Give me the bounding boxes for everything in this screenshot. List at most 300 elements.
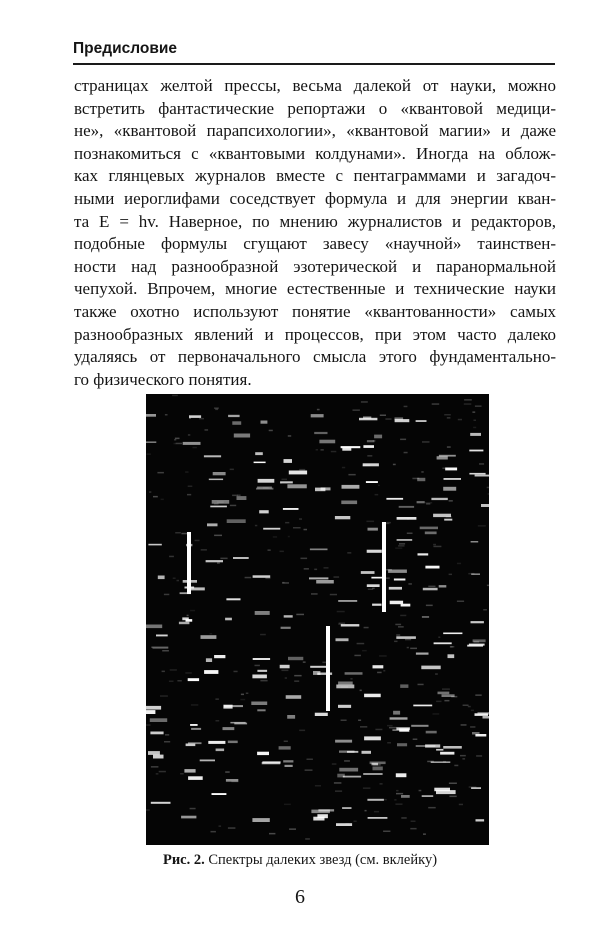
speckle — [230, 469, 234, 471]
speckle — [232, 495, 238, 497]
speckle — [400, 615, 406, 617]
speckle — [299, 518, 302, 520]
speckle — [334, 782, 342, 784]
spectral-dash — [316, 580, 334, 584]
spectral-dash — [212, 500, 230, 504]
spectral-dash — [289, 471, 307, 475]
speckle — [404, 452, 408, 454]
spectral-dash — [397, 743, 407, 746]
speckle — [304, 568, 309, 570]
spectral-dash — [209, 479, 223, 481]
spectra-figure — [146, 394, 489, 845]
speckle — [454, 765, 458, 767]
speckle — [228, 827, 236, 829]
speckle — [404, 406, 408, 408]
speckle — [400, 439, 406, 441]
spectral-dash — [156, 635, 168, 637]
speckle — [488, 493, 489, 495]
spectral-dash — [216, 749, 225, 752]
spectral-dash — [253, 658, 270, 660]
speckle — [330, 594, 337, 596]
spectral-dash — [153, 647, 169, 649]
spectral-dash — [188, 776, 203, 780]
spectral-dash — [345, 672, 363, 675]
speckle — [281, 670, 288, 672]
spectral-dash — [207, 523, 218, 526]
spectral-dash — [228, 415, 240, 417]
spectral-dash — [342, 485, 360, 489]
speckle — [157, 472, 164, 474]
speckle — [185, 672, 192, 674]
spectral-dash — [341, 501, 357, 505]
spectral-dash — [436, 749, 443, 751]
speckle — [317, 409, 320, 411]
speckle — [460, 755, 466, 757]
spectral-dash — [257, 487, 272, 489]
speckle — [299, 730, 305, 732]
speckle — [362, 650, 367, 652]
speckle — [476, 755, 482, 757]
spectral-dash — [481, 504, 489, 507]
spectral-dash — [472, 732, 480, 735]
spectral-dash — [146, 625, 162, 629]
speckle — [380, 783, 383, 785]
speckle — [450, 646, 453, 648]
speckle — [396, 634, 400, 636]
spectral-dash — [388, 570, 407, 573]
speckle — [398, 545, 404, 547]
spectral-dash — [422, 616, 429, 618]
spectral-dash — [366, 481, 378, 483]
speckle — [146, 724, 150, 726]
speckle — [407, 533, 413, 535]
speckle — [162, 650, 169, 652]
spectral-dash — [255, 611, 270, 615]
speckle — [479, 463, 484, 465]
speckle — [289, 828, 296, 830]
spectral-dash — [146, 706, 161, 710]
spectral-dash — [206, 658, 212, 662]
speckle — [199, 418, 204, 420]
spectral-dash — [445, 468, 457, 471]
speckle — [364, 627, 369, 629]
spectral-dash — [438, 692, 450, 695]
spectral-dash — [439, 585, 447, 587]
speckle — [180, 773, 184, 775]
speckle — [293, 527, 301, 529]
speckle — [187, 615, 189, 617]
speckle — [153, 496, 158, 498]
speckle — [447, 446, 451, 448]
speckle — [384, 799, 387, 801]
spectral-dash — [337, 774, 345, 778]
speckle — [284, 741, 288, 743]
speckle — [303, 661, 306, 663]
speckle — [177, 680, 181, 682]
speckle — [394, 641, 397, 643]
speckle — [350, 678, 352, 680]
spectral-dash — [469, 450, 483, 452]
spectral-dash — [367, 550, 382, 553]
text-line: ности над разнообразной эзотерической и паранормальной — [74, 256, 556, 276]
spectral-dash — [212, 793, 227, 795]
speckle — [387, 742, 391, 744]
speckle — [419, 790, 422, 792]
speckle — [211, 831, 216, 833]
spectral-dash — [373, 767, 383, 771]
speckle — [363, 787, 371, 789]
speckle — [459, 804, 463, 806]
spectral-dash — [204, 670, 218, 674]
speckle — [353, 409, 360, 411]
speckle — [421, 471, 423, 473]
text-line: разнообразных явлений и процессов, при этом часто далеко — [74, 324, 556, 344]
spectral-dash — [319, 440, 335, 444]
speckle — [173, 578, 176, 580]
speckle — [377, 672, 382, 674]
speckle — [234, 671, 238, 673]
speckle — [225, 771, 230, 773]
speckle — [472, 411, 475, 413]
speckle — [169, 681, 174, 683]
spectral-dash — [257, 709, 265, 711]
speckle — [380, 415, 386, 417]
spectral-dash — [204, 455, 221, 457]
spectral-dash — [234, 723, 247, 725]
spectral-dash — [364, 694, 381, 698]
speckle — [190, 610, 195, 612]
spectral-dash — [401, 604, 411, 607]
speckle — [366, 521, 374, 523]
speckle — [210, 633, 213, 635]
spectral-dash — [341, 624, 360, 626]
speckle — [175, 438, 180, 440]
speckle — [165, 734, 169, 736]
spectral-dash — [255, 452, 263, 455]
speckle — [410, 828, 416, 830]
spectral-dash — [471, 621, 484, 623]
spectral-dash — [254, 462, 266, 464]
spectral-dash — [471, 573, 480, 575]
speckle — [449, 796, 456, 798]
speckle — [285, 677, 287, 679]
spectral-dash — [259, 510, 269, 513]
speckle — [418, 684, 424, 686]
speckle — [216, 720, 220, 722]
spectral-dash — [363, 417, 371, 419]
spectral-dash — [418, 553, 429, 555]
speckle — [165, 414, 168, 416]
spectral-dash — [153, 755, 164, 759]
spectral-dash — [386, 498, 403, 500]
spectral-dash — [281, 627, 291, 629]
spectral-dash — [469, 644, 485, 646]
speckle — [425, 502, 432, 504]
speckle — [354, 821, 357, 823]
speckle — [201, 549, 207, 551]
speckle — [255, 665, 260, 667]
text-line: познакомиться с «квантовыми колдунами». Иногда на облож- — [74, 143, 556, 163]
spectral-dash — [261, 421, 268, 424]
spectral-dash — [279, 746, 291, 749]
speckle — [447, 417, 451, 419]
spectral-dash — [190, 724, 198, 726]
spectral-dash — [150, 718, 167, 722]
spectral-dash — [313, 817, 324, 821]
spectral-dash — [338, 600, 357, 602]
speckle — [394, 799, 396, 801]
speckle — [474, 420, 477, 422]
speckle — [311, 593, 318, 595]
spectral-dash — [286, 695, 302, 699]
spectral-dash — [372, 604, 381, 606]
speckle — [367, 455, 372, 457]
speckle — [386, 522, 391, 524]
speckle — [379, 655, 387, 657]
spectral-dash — [390, 717, 408, 719]
speckle — [280, 551, 284, 553]
spectral-dash — [191, 728, 201, 730]
speckle — [215, 409, 218, 411]
speckle — [305, 769, 313, 771]
spectral-dash — [253, 575, 271, 578]
speckle — [433, 544, 436, 546]
spectral-dash — [186, 619, 193, 622]
spectral-dash — [210, 506, 227, 508]
spectral-dash — [443, 633, 462, 635]
speckle — [354, 655, 361, 657]
speckle — [147, 453, 151, 455]
speckle — [457, 563, 461, 565]
speckle — [269, 430, 273, 432]
speckle — [296, 614, 304, 616]
spectral-dash — [394, 579, 406, 581]
speckle — [307, 759, 313, 761]
spectral-dash — [425, 532, 437, 535]
speckle — [273, 536, 277, 538]
speckle — [176, 443, 182, 445]
spectral-dash — [158, 576, 165, 580]
spectral-dash — [335, 516, 350, 519]
speckle — [433, 713, 440, 715]
speckle — [269, 833, 275, 835]
spectral-dash — [416, 420, 427, 422]
speckle — [149, 491, 151, 493]
page-number: 6 — [295, 886, 305, 908]
speckle — [159, 771, 166, 773]
speckle — [442, 688, 450, 690]
speckle — [411, 821, 416, 823]
spectral-dash — [425, 566, 439, 569]
spectral-dash — [470, 433, 481, 436]
speckle — [383, 831, 390, 833]
speckle — [304, 529, 308, 531]
speckle — [240, 699, 245, 701]
speckle — [344, 760, 350, 762]
speckle — [422, 441, 430, 443]
text-line: также охотно используют понятие «квантованности» самых — [74, 301, 556, 321]
spectral-dash — [186, 744, 196, 747]
speckle — [174, 439, 176, 441]
speckle — [187, 494, 191, 496]
speckle — [337, 611, 345, 613]
spectral-dash — [342, 807, 351, 809]
speckle — [375, 729, 382, 731]
spectral-dash — [151, 802, 171, 804]
spectral-dash — [370, 762, 386, 765]
speckle — [341, 720, 347, 722]
spectral-dash — [437, 456, 448, 459]
spectral-dash — [368, 817, 388, 819]
speckle — [483, 609, 487, 611]
figure-label: Рис. 2. — [162, 852, 205, 868]
speckle — [475, 694, 481, 696]
speckle — [156, 773, 159, 775]
spectral-dash — [224, 705, 243, 707]
spectral-dash — [367, 584, 380, 587]
speckle — [395, 803, 402, 805]
speckle — [378, 485, 380, 487]
spectral-dash — [258, 479, 275, 483]
speckle — [241, 694, 244, 696]
speckle — [395, 624, 401, 626]
speckle — [185, 471, 188, 473]
spectral-dash — [443, 487, 456, 491]
speckle — [284, 804, 291, 806]
spectral-dash — [336, 638, 349, 641]
speckle — [475, 405, 482, 407]
speckle — [321, 449, 324, 451]
running-header: Предисловие — [73, 40, 178, 57]
speckle — [151, 766, 159, 768]
speckle — [464, 403, 472, 405]
header-rule — [73, 63, 555, 65]
spectral-dash — [146, 414, 156, 417]
speckle — [288, 536, 290, 538]
spectral-dash — [183, 442, 201, 445]
speckle — [334, 576, 340, 578]
text-line: ными иероглифами соседствует формула и для энергии кван- — [74, 188, 556, 208]
speckle — [305, 838, 310, 840]
speckle — [374, 811, 379, 813]
speckle — [393, 464, 396, 466]
spectral-dash — [311, 414, 324, 417]
spectral-dash — [367, 799, 384, 801]
spectral-dash — [339, 768, 358, 772]
spectral-dash — [284, 459, 293, 463]
spectral-dash — [237, 496, 247, 500]
speckle — [177, 580, 180, 582]
spectral-dash — [201, 635, 217, 639]
text-line: чепухой. Впрочем, многие естественные и технические науки — [74, 279, 556, 299]
spectral-dash — [422, 795, 434, 797]
speckle — [170, 669, 177, 671]
figure-caption-text: Спектры далеких звезд (см. вклейку) — [208, 852, 438, 868]
speckle — [188, 434, 190, 436]
speckle — [195, 540, 200, 542]
spectral-dash — [234, 434, 250, 438]
spectral-dash — [413, 705, 432, 707]
speckle — [398, 626, 404, 628]
spectral-dash — [363, 445, 374, 448]
spectral-dash — [343, 776, 361, 778]
spectral-dash — [226, 779, 238, 782]
text-line: встретить фантастические репортажи о «квантовой медици- — [74, 98, 556, 118]
speckle — [282, 479, 288, 481]
spectral-dash — [214, 655, 225, 658]
speckle — [435, 673, 438, 675]
spectral-dash — [228, 741, 238, 744]
spectral-dash — [252, 675, 267, 679]
speckle — [444, 414, 451, 416]
speckle — [401, 817, 406, 819]
spectral-dash — [227, 519, 246, 523]
speckle — [190, 808, 196, 810]
spectral-dash — [389, 587, 402, 590]
speckle — [463, 705, 469, 707]
spectral-dash — [341, 446, 361, 448]
speckle — [175, 532, 181, 534]
spectral-dash — [361, 571, 375, 574]
speckle — [428, 586, 435, 588]
speckle — [301, 558, 308, 560]
spectral-dash — [417, 478, 425, 481]
speckle — [385, 418, 391, 420]
figure-caption — [0, 852, 600, 869]
spectral-dash — [335, 740, 352, 743]
speckle — [368, 589, 373, 591]
speckle — [471, 710, 474, 712]
spectral-dash — [148, 751, 160, 755]
spectral-dash — [364, 736, 381, 740]
spectral-dash — [431, 761, 451, 763]
speckle — [146, 809, 150, 811]
speckle — [396, 793, 403, 795]
speckle — [255, 525, 257, 527]
speckle — [358, 720, 361, 722]
spectral-dash — [263, 528, 280, 530]
speckle — [332, 763, 337, 765]
speckle — [161, 499, 164, 501]
spectral-dash — [338, 705, 351, 708]
speckle — [357, 643, 365, 645]
spectral-dash — [393, 711, 400, 715]
spectral-dash — [416, 745, 436, 747]
speckle — [214, 535, 222, 537]
spectral-dash — [368, 528, 378, 531]
spectral-dash — [280, 665, 290, 669]
spectral-dash — [309, 577, 328, 579]
speckle — [487, 487, 489, 489]
speckle — [265, 578, 270, 580]
spectral-dash — [148, 544, 161, 546]
speckle — [408, 583, 412, 585]
speckle — [299, 469, 305, 471]
spectral-dash — [262, 761, 280, 763]
speckle — [169, 556, 174, 558]
spectral-dash — [396, 636, 416, 639]
bright-streak — [382, 522, 386, 612]
speckle — [487, 585, 489, 587]
speckle — [219, 825, 222, 827]
spectral-dash — [367, 440, 375, 442]
speckle — [245, 577, 252, 579]
spectral-dash — [471, 787, 481, 789]
spectral-dash — [396, 773, 407, 777]
speckle — [294, 680, 299, 682]
spectral-dash — [347, 751, 358, 753]
spectral-dash — [336, 685, 354, 689]
